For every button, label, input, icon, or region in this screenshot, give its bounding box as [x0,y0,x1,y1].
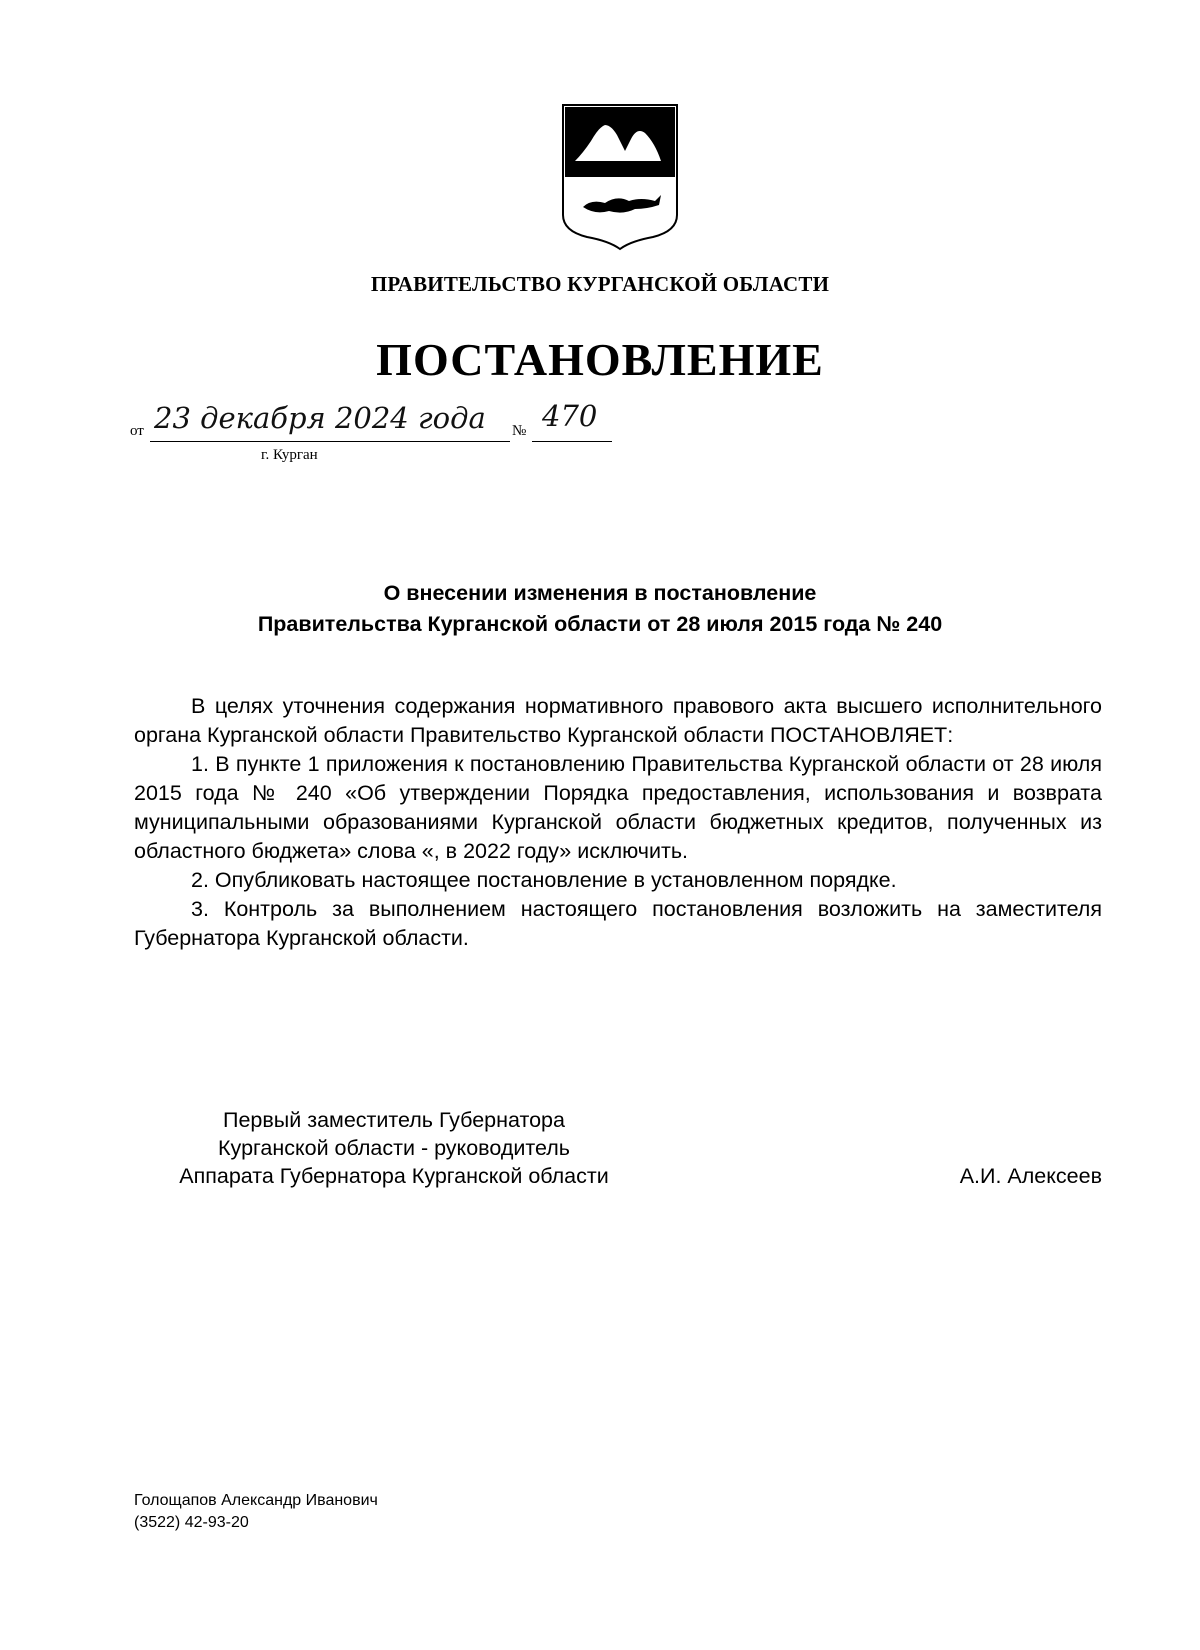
document-subject [0,578,1200,640]
number-underline [532,441,612,442]
city: г. Курган [261,447,318,463]
subject-line-2: Правительства Курганской области от 28 июля 2015 года № 240 [257,612,943,636]
executor-phone: (3522) 42-93-20 [134,1514,249,1531]
position-line-2: Курганской области - руководитель [218,1136,570,1160]
body-paragraph-item-2: 2. Опубликовать настоящее постановление в установленном порядке. [191,868,897,892]
government-name: ПРАВИТЕЛЬСТВО КУРГАНСКОЙ ОБЛАСТИ [370,272,830,296]
coat-of-arms-icon [561,103,679,251]
date-underline [150,441,510,442]
handwritten-date: 23 декабря 2024 года [154,401,486,435]
document-body [134,692,1102,953]
date-prefix: от [130,423,144,439]
document-type-title: ПОСТАНОВЛЕНИЕ [376,334,824,385]
coat-of-arms-emblem [561,103,679,251]
subject-line-1: О внесении изменения в постановление [383,581,817,605]
number-label: № [512,423,527,439]
executor-name: Голощапов Александр Иванович [134,1492,378,1509]
dateline [130,399,630,465]
position-line-3: Аппарата Губернатора Курганской области [179,1164,609,1188]
position-line-1: Первый заместитель Губернатора [223,1108,565,1132]
handwritten-number: 470 [542,399,598,433]
signatory-position [134,1106,654,1190]
executor-contact [134,1490,378,1534]
body-paragraph-item-3: 3. Контроль за выполнением настоящего постановления возложить на заместителя Губернатора Курганской области. [134,897,1102,950]
body-paragraph-item-1: 1. В пункте 1 приложения к постановлению Правительства Курганской области от 28 июля 2015 года № 240 «Об утверждении Порядка предоставления, использования и возврата муниципальными образованиями Курганской области бюджетных кредитов, полученных из областного бюджета» слова «, в 2022 году» исключить. [134,752,1102,863]
body-paragraph-preamble: В целях уточнения содержания нормативного правового акта высшего исполнительного органа Курганской области Правительство Курганской области ПОСТАНОВЛЯЕТ: [134,694,1102,747]
signatory-name: А.И. Алексеев [959,1164,1102,1188]
